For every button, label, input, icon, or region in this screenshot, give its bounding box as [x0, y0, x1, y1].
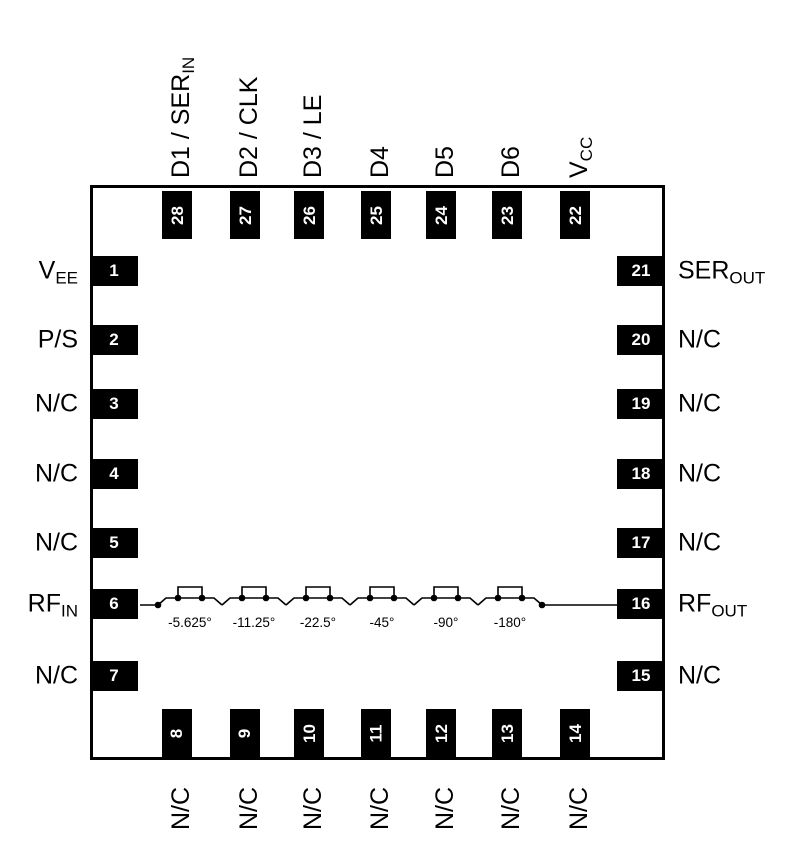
pin-label-text: N/C — [235, 786, 263, 830]
pin-number: 26 — [299, 205, 319, 225]
pin-number: 8 — [167, 728, 187, 738]
pin-label-15 — [678, 661, 722, 690]
pin-number: 23 — [497, 205, 517, 225]
pin-label-text: P/S — [37, 325, 78, 354]
pin-label-sub: CC — [576, 136, 596, 162]
pin-label-2 — [37, 325, 78, 354]
pin-18[interactable] — [617, 459, 665, 489]
pin-label-24 — [433, 146, 458, 178]
pin-number: 1 — [109, 261, 119, 280]
pin-number: 12 — [431, 723, 451, 743]
pin-number: 11 — [366, 724, 386, 742]
pin-label-3 — [34, 389, 78, 418]
pin-label-text: N/C — [299, 786, 327, 830]
stage-label-5: -90° — [433, 615, 459, 630]
pin-number: 21 — [631, 261, 651, 280]
pin-label-8 — [169, 787, 194, 830]
stage-label-2: -11.25° — [232, 615, 276, 630]
pin-label-sub: IN — [178, 56, 198, 74]
pin-label-text: RF — [27, 589, 61, 618]
pin-label-text: D3 / LE — [299, 94, 327, 178]
pin-label-text: N/C — [34, 528, 78, 557]
pin-label-sub: EE — [55, 268, 78, 288]
pin-label-18 — [678, 459, 722, 488]
pin-label-19 — [678, 389, 722, 418]
pin-label-text: D5 — [431, 146, 459, 178]
pin-14[interactable] — [560, 709, 590, 757]
pin-label-text: N/C — [34, 459, 78, 488]
pin-label-21 — [678, 256, 766, 288]
package-outline — [90, 185, 665, 760]
pin-label-text: D1 / SER — [167, 73, 195, 178]
pin-number: 24 — [431, 205, 451, 225]
pin-label-text: V — [565, 161, 593, 178]
stage-label-3: -22.5° — [299, 615, 337, 630]
pin-1[interactable] — [90, 256, 138, 286]
pin-label-text: N/C — [497, 786, 525, 830]
pin-15[interactable] — [617, 661, 665, 691]
pin-label-11 — [368, 787, 393, 830]
pin-label-text: N/C — [34, 389, 78, 418]
pin-label-text: N/C — [366, 786, 394, 830]
pin-number: 2 — [109, 330, 119, 349]
pin-number: 17 — [631, 533, 651, 552]
pin-label-22 — [565, 136, 596, 178]
pin-label-16 — [678, 589, 748, 621]
pin-22[interactable] — [560, 191, 590, 239]
pin-number: 9 — [235, 728, 255, 738]
pin-label-9 — [237, 787, 262, 830]
pin-label-6 — [27, 589, 78, 621]
pin-21[interactable] — [617, 256, 665, 286]
pin-17[interactable] — [617, 528, 665, 558]
pin-number: 6 — [109, 594, 119, 613]
pin-label-text: D4 — [366, 146, 394, 178]
pin-9[interactable] — [230, 709, 260, 757]
pin-19[interactable] — [617, 389, 665, 419]
pin-number: 25 — [366, 205, 386, 225]
pin-label-text: N/C — [431, 786, 459, 830]
pin-11[interactable] — [361, 709, 391, 757]
pin-label-text: N/C — [167, 786, 195, 830]
pin-number: 14 — [565, 723, 585, 743]
pin-label-text: N/C — [678, 661, 722, 690]
stage-label-4: -45° — [369, 615, 395, 630]
pin-label-17 — [678, 528, 722, 557]
pin-number: 13 — [497, 723, 517, 743]
pin-7[interactable] — [90, 661, 138, 691]
pin-27[interactable] — [230, 191, 260, 239]
pin-label-26 — [301, 95, 326, 178]
pin-label-text: N/C — [678, 528, 722, 557]
pin-number: 10 — [299, 723, 319, 743]
pin-number: 7 — [109, 666, 119, 685]
pin-20[interactable] — [617, 325, 665, 355]
pin-label-14 — [567, 787, 592, 830]
pin-label-28 — [167, 56, 198, 178]
pin-4[interactable] — [90, 459, 138, 489]
pin-label-text: N/C — [678, 389, 722, 418]
pin-label-10 — [301, 787, 326, 830]
pin-label-text: RF — [678, 589, 712, 618]
pin-23[interactable] — [492, 191, 522, 239]
pin-24[interactable] — [426, 191, 456, 239]
pin-number: 22 — [565, 205, 585, 225]
pin-number: 28 — [167, 205, 187, 225]
pin-26[interactable] — [294, 191, 324, 239]
pin-28[interactable] — [162, 191, 192, 239]
pin-label-23 — [499, 146, 524, 178]
pin-5[interactable] — [90, 528, 138, 558]
pin-25[interactable] — [361, 191, 391, 239]
pin-number: 15 — [631, 666, 651, 685]
pin-number: 3 — [109, 394, 119, 413]
pin-label-text: N/C — [678, 325, 722, 354]
pin-label-12 — [433, 787, 458, 830]
pin-label-text: D2 / CLK — [235, 76, 263, 178]
pin-label-7 — [34, 661, 78, 690]
pin-number: 27 — [235, 205, 255, 225]
pin-label-20 — [678, 325, 722, 354]
pin-13[interactable] — [492, 709, 522, 757]
pin-label-text: N/C — [678, 459, 722, 488]
pin-label-25 — [368, 146, 393, 178]
pin-number: 19 — [631, 394, 651, 413]
pin-12[interactable] — [426, 709, 456, 757]
pin-label-1 — [38, 256, 78, 288]
pin-number: 4 — [109, 464, 119, 483]
pin-label-5 — [34, 528, 78, 557]
pin-number: 16 — [631, 594, 651, 613]
pin-label-4 — [34, 459, 78, 488]
pin-label-text: V — [38, 256, 56, 285]
pin-16[interactable] — [617, 589, 665, 619]
pin-label-sub: OUT — [711, 601, 748, 621]
pin-label-13 — [499, 787, 524, 830]
pin-label-text: D6 — [497, 146, 525, 178]
pin-number: 20 — [631, 330, 651, 349]
pin-label-text: SER — [678, 256, 730, 285]
stage-label-6: -180° — [493, 615, 527, 630]
pin-number: 18 — [631, 464, 651, 483]
stage-label-1: -5.625° — [168, 615, 212, 630]
pin-label-sub: IN — [61, 601, 78, 621]
pin-label-text: N/C — [565, 786, 593, 830]
pin-2[interactable] — [90, 325, 138, 355]
internal-rf-schematic — [140, 565, 620, 665]
pin-6[interactable] — [90, 589, 138, 619]
pin-8[interactable] — [162, 709, 192, 757]
pin-number: 5 — [109, 533, 119, 552]
pin-3[interactable] — [90, 389, 138, 419]
pin-10[interactable] — [294, 709, 324, 757]
pin-label-sub: OUT — [729, 268, 766, 288]
pin-label-27 — [237, 77, 262, 178]
pin-label-text: N/C — [34, 661, 78, 690]
